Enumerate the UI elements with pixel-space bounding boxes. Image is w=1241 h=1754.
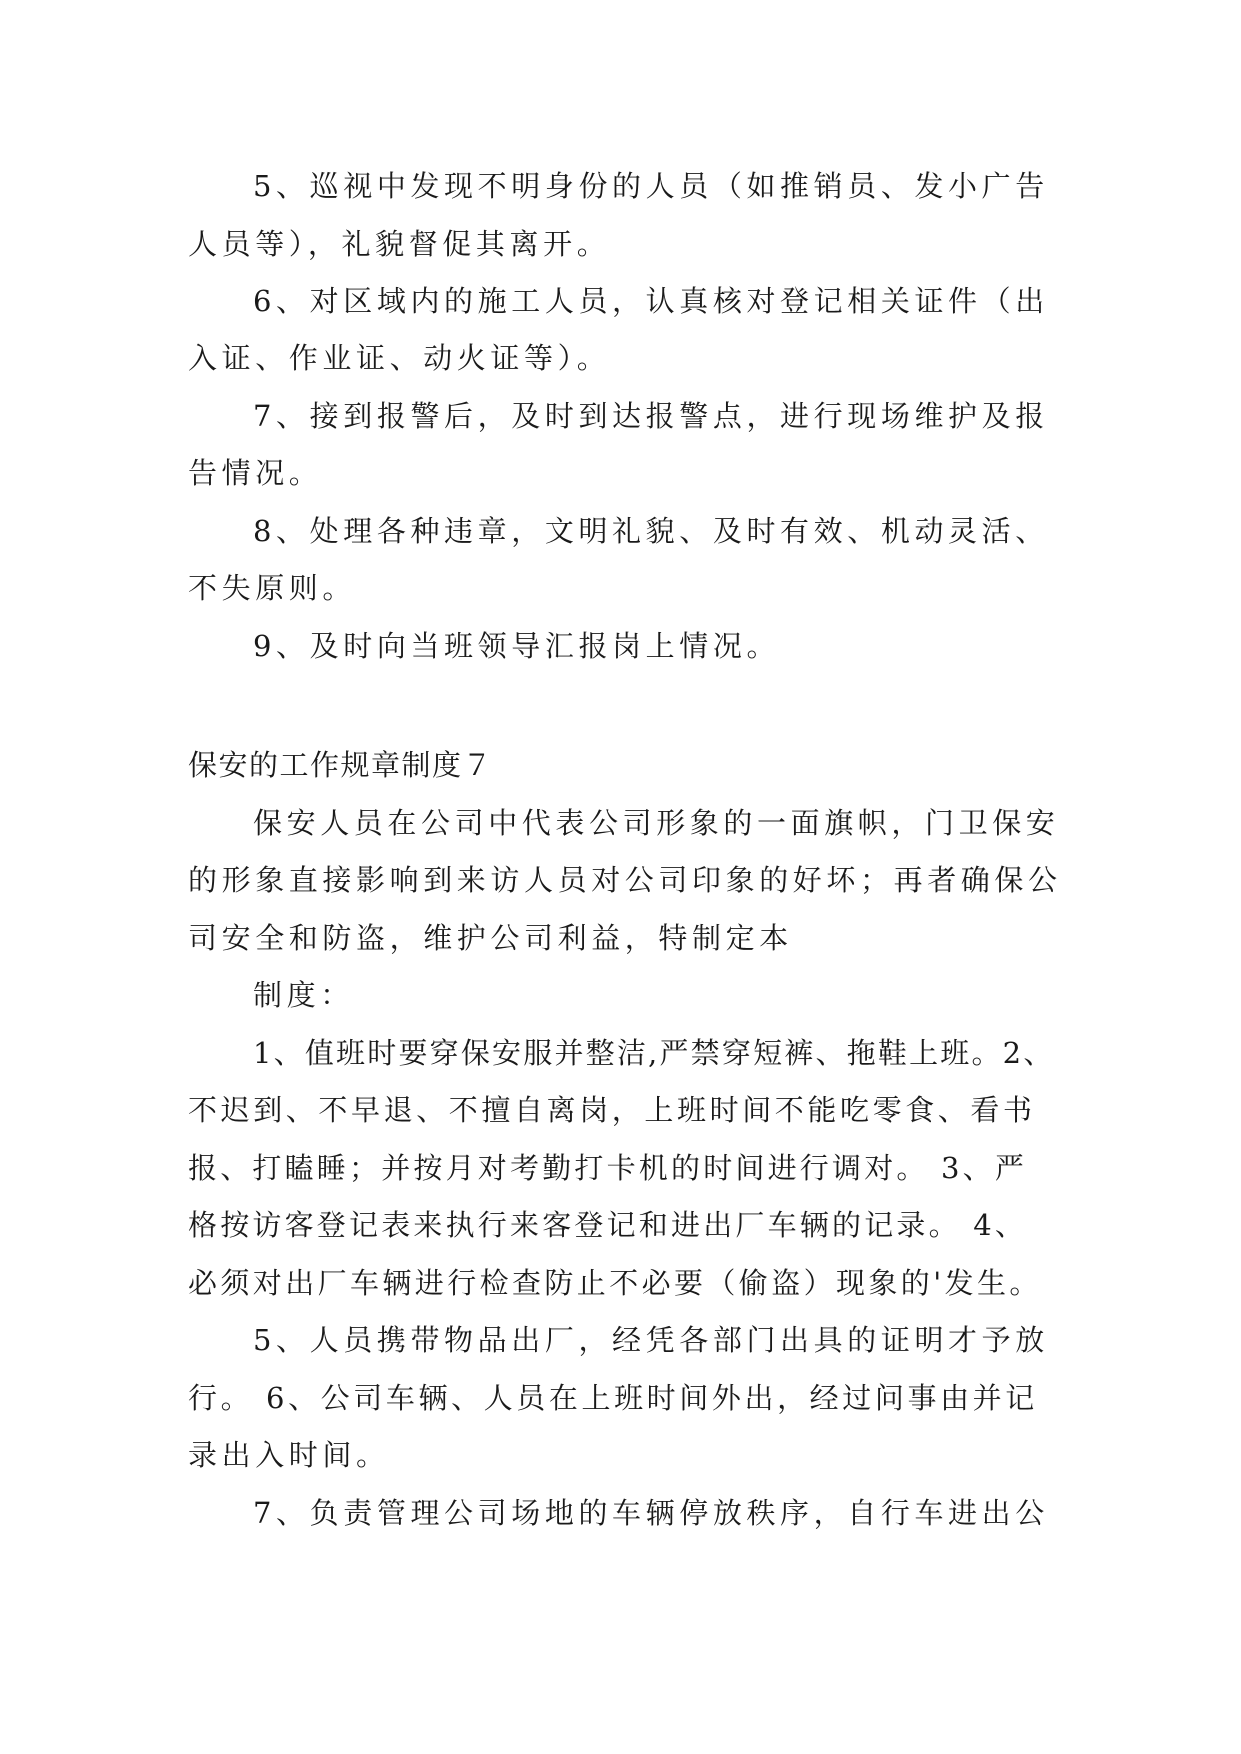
paragraph-line-16: 报、打瞌睡；并按月对考勤打卡机的时间进行调对。 3、严 [188, 1151, 1028, 1185]
paragraph-line-7: 8、处理各种违章，文明礼貌、及时有效、机动灵活、 [253, 514, 1049, 548]
paragraph-line-15: 不迟到、不早退、不擅自离岗，上班时间不能吃零食、看书 [188, 1093, 1036, 1127]
paragraph-line-18: 必须对出厂车辆进行检查防止不必要（偷盗）现象的'发生。 [188, 1266, 1042, 1300]
paragraph-line-1: 5、巡视中发现不明身份的人员（如推销员、发小广告 [253, 169, 1049, 203]
paragraph-line-4: 入证、作业证、动火证等）。 [188, 341, 611, 375]
paragraph-line-13: 制度： [253, 978, 354, 1012]
section-title: 保安的工作规章制度７ [188, 748, 494, 782]
paragraph-line-3: 6、对区域内的施工人员，认真核对登记相关证件（出 [253, 284, 1049, 318]
paragraph-line-22: 7、负责管理公司场地的车辆停放秩序，自行车进出公 [253, 1496, 1049, 1530]
paragraph-line-11: 的形象直接影响到来访人员对公司印象的好坏；再者确保公 [188, 863, 1062, 897]
paragraph-line-19: 5、人员携带物品出厂，经凭各部门出具的证明才予放 [253, 1323, 1049, 1357]
paragraph-line-8: 不失原则。 [188, 571, 357, 605]
paragraph-line-9: 9、及时向当班领导汇报岗上情况。 [253, 629, 781, 663]
paragraph-line-17: 格按访客登记表来执行来客登记和进出厂车辆的记录。 4、 [188, 1208, 1028, 1242]
paragraph-line-20: 行。 6、公司车辆、人员在上班时间外出，经过问事由并记 [188, 1381, 1038, 1415]
paragraph-line-14: 1、值班时要穿保安服并整洁,严禁穿短裤、拖鞋上班。2、 [253, 1036, 1055, 1070]
paragraph-line-12: 司安全和防盗，维护公司利益，特制定本 [188, 921, 793, 955]
paragraph-line-10: 保安人员在公司中代表公司形象的一面旗帜，门卫保安 [253, 806, 1060, 840]
paragraph-line-6: 告情况。 [188, 456, 323, 490]
paragraph-line-2: 人员等），礼貌督促其离开。 [188, 227, 611, 261]
paragraph-line-21: 录出入时间。 [188, 1438, 390, 1472]
paragraph-line-5: 7、接到报警后，及时到达报警点，进行现场维护及报 [253, 399, 1049, 433]
